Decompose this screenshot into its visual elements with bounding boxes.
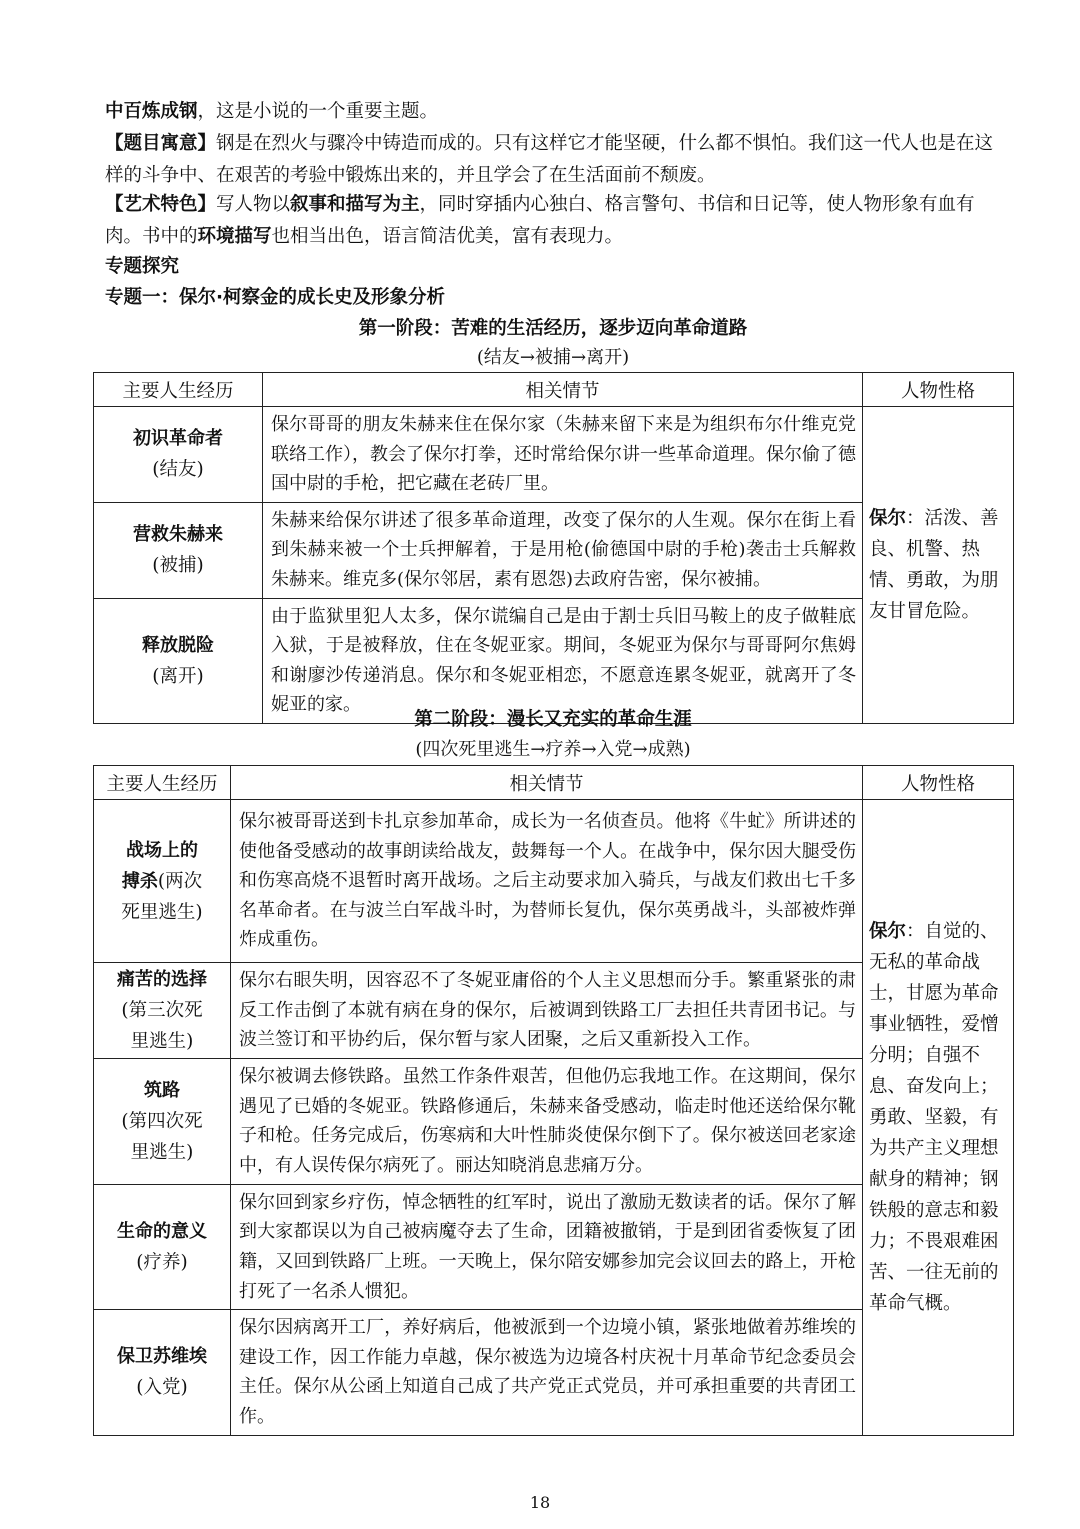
trait-text: ：自觉的、无私的革命战士，甘愿为革命事业牺牲，爱憎分明；自强不息、奋发向上；勇敢、坚毅，有为共产主义理想献身的精神；钢铁般的意志和毅力；不畏艰难困苦、一往无前的革命气概。 <box>869 920 999 1314</box>
intro-text: ，这是小说的一个重要主题。 <box>197 101 439 122</box>
experience-title: 保卫苏维埃 <box>117 1346 207 1368</box>
experience-title: 初识革命者 <box>133 428 223 450</box>
stage1-table <box>93 372 1014 724</box>
intro-bold: 中百炼成钢 <box>105 101 198 122</box>
meaning-text: 钢是在烈火与骤冷中铸造而成的。只有这样它才能坚硬，什么都不惧怕。我们这一代人也是在这样的斗争中、在艰苦的考验中锻炼出来的，并且学会了在生活面前不颓废。 <box>105 133 994 186</box>
plot-cell: 保尔哥哥的朋友朱赫来住在保尔家（朱赫来留下来是为组织布尔什维克党联络工作），教会了保尔打拳，还时常给保尔讲一些革命道理。保尔偷了德国中尉的手枪，把它藏在老砖厂里。 <box>263 407 863 503</box>
experience-cell <box>94 1310 231 1435</box>
experience-cell <box>94 1184 231 1309</box>
art-label: 【艺术特色】 <box>105 194 217 215</box>
plot-cell: 保尔因病离开工厂，养好病后，他被派到一个边境小镇，紧张地做着苏维埃的建设工作，因工作能力卓越，保尔被选为边境各村庆祝十月革命节纪念委员会主任。保尔从公函上知道自己成了共产党正式党员，并可承担重要的共青团工作。 <box>231 1310 863 1435</box>
plot-cell: 朱赫来给保尔讲述了很多革命道理，改变了保尔的人生观。保尔在街上看到朱赫来被一个士兵押解着，于是用枪(偷德国中尉的手枪)袭击士兵解救朱赫来。维克多(保尔邻居，素有恩怨)去政府告密，保尔被捕。 <box>263 502 863 598</box>
header-trait: 人物性格 <box>863 766 1014 800</box>
section-title: 专题探究 <box>105 256 180 277</box>
table-row <box>94 800 1014 963</box>
plot-cell: 保尔被调去修铁路。虽然工作条件艰苦，但他仍忘我地工作。在这期间，保尔遇见了已婚的冬妮亚。铁路修通后，朱赫来备受感动，临走时他还送给保尔靴子和枪。任务完成后，伤寒病和大叶性肺炎使保尔倒下了。保尔被送回老家途中，有人误传保尔病死了。丽达知晓消息悲痛万分。 <box>231 1058 863 1184</box>
art-text-c: 也相当出色，语言简洁优美，富有表现力。 <box>271 226 624 247</box>
page-number: 18 <box>529 1493 551 1512</box>
meaning-paragraph <box>105 128 1005 192</box>
experience-cell <box>94 963 231 1059</box>
stage1-title: 第一阶段：苦难的生活经历，逐步迈向革命道路 <box>358 318 748 339</box>
experience-cell <box>94 800 231 963</box>
trait-text: ：活泼、善良、机警、热情、勇敢，为朋友甘冒危险。 <box>869 507 999 622</box>
experience-tag: (结友) <box>152 459 204 481</box>
header-plot: 相关情节 <box>231 766 863 800</box>
trait-label: 保尔 <box>869 507 907 529</box>
experience-tag: (第四次死 <box>121 1110 203 1132</box>
art-bold-narration: 叙事和描写为主 <box>290 194 420 215</box>
header-experience: 主要人生经历 <box>94 373 263 407</box>
experience-title: 痛苦的选择 <box>117 968 207 990</box>
table-header-row <box>94 766 1014 800</box>
trait-cell <box>863 407 1014 724</box>
experience-tag: (被捕) <box>152 555 204 577</box>
art-text-a: 写人物以 <box>216 194 291 215</box>
experience-cell <box>94 502 263 598</box>
experience-tag-cont: 死里逃生) <box>121 901 203 923</box>
trait-label: 保尔 <box>869 920 907 942</box>
plot-cell: 保尔被哥哥送到卡扎京参加革命，成长为一名侦查员。他将《牛虻》所讲述的使他备受感动的故事朗读给战友，鼓舞每一个人。在战争中，保尔因大腿受伤和伤寒高烧不退暂时离开战场。之后主动要求加入骑兵，与战友们救出七千多名革命者。在与波兰白军战斗时，为替师长复仇，保尔英勇战斗，头部被炸弹炸成重伤。 <box>231 800 863 963</box>
art-paragraph <box>105 189 1005 253</box>
experience-title: 生命的意义 <box>117 1220 207 1242</box>
experience-tag-cont: 里逃生) <box>130 1030 194 1052</box>
header-experience: 主要人生经历 <box>94 766 231 800</box>
experience-title: 筑路 <box>144 1079 180 1101</box>
stage2-table <box>93 765 1014 1436</box>
experience-cell <box>94 407 263 503</box>
stage2-title: 第二阶段：漫长又充实的革命生涯 <box>414 709 692 730</box>
experience-tag: (离开) <box>152 665 204 687</box>
experience-tag: (第三次死 <box>121 999 203 1021</box>
plot-cell: 保尔右眼失明，因容忍不了冬妮亚庸俗的个人主义思想而分手。繁重紧张的肃反工作击倒了本就有病在身的保尔，后被调到铁路工厂去担任共青团书记。与波兰签订和平协约后，保尔暂与家人团聚，之后又重新投入工作。 <box>231 963 863 1059</box>
experience-tag: (疗养) <box>136 1251 188 1273</box>
table-row <box>94 407 1014 503</box>
experience-tag: (两次 <box>157 870 203 892</box>
experience-title-cont: 搏杀 <box>121 870 158 892</box>
experience-title: 释放脱险 <box>142 634 214 656</box>
topic-title: 专题一：保尔·柯察金的成长史及形象分析 <box>105 287 446 308</box>
experience-tag-cont: 里逃生) <box>130 1141 194 1163</box>
stage2-subtitle: (四次死里逃生→疗养→入党→成熟) <box>415 739 691 760</box>
experience-tag: (入党) <box>136 1377 188 1399</box>
meaning-label: 【题目寓意】 <box>105 133 217 154</box>
experience-title: 战场上的 <box>126 839 198 861</box>
trait-cell <box>863 800 1014 1436</box>
header-trait: 人物性格 <box>863 373 1014 407</box>
intro-line <box>105 96 1005 128</box>
plot-cell: 由于监狱里犯人太多，保尔谎编自己是由于割士兵旧马鞍上的皮子做鞋底入狱，于是被释放，住在冬妮亚家。期间，冬妮亚为保尔与哥哥阿尔焦姆和谢廖沙传递消息。保尔和冬妮亚相恋，不愿意连累冬妮亚，就离开了冬妮亚的家。 <box>263 598 863 723</box>
art-text-b: ，同时穿插内心独白、格言警句、书信和日记等，使人物形象有血有肉。书中的 <box>105 194 975 247</box>
table-header-row <box>94 373 1014 407</box>
experience-cell <box>94 1058 231 1184</box>
art-bold-environment: 环境描写 <box>197 226 272 247</box>
stage1-subtitle: (结友→被捕→离开) <box>476 347 630 368</box>
experience-title: 营救朱赫来 <box>133 524 223 546</box>
plot-cell: 保尔回到家乡疗伤，悼念牺牲的红军时，说出了激励无数读者的话。保尔了解到大家都误以为自己被病魔夺去了生命，团籍被撤销，于是到团省委恢复了团籍，又回到铁路厂上班。一天晚上，保尔陪安娜参加完会议回去的路上，开枪打死了一名杀人惯犯。 <box>231 1184 863 1309</box>
header-plot: 相关情节 <box>263 373 863 407</box>
